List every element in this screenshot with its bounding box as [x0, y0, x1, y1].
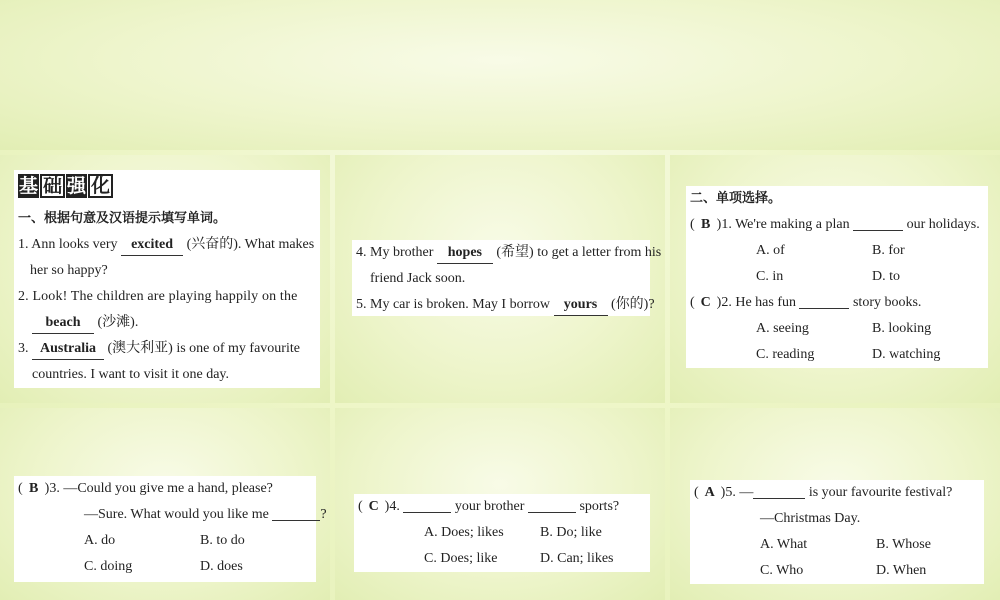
- answer-blank-5: yours: [554, 295, 608, 316]
- option-c[interactable]: C. doing: [84, 559, 133, 574]
- mc-options-1-row-2: [690, 264, 988, 290]
- mc-answer-5: A: [704, 485, 715, 500]
- mc-question-2: [690, 290, 988, 316]
- section-title-basic-strengthening: [18, 170, 320, 206]
- question-1-continued: her so happy?: [30, 263, 108, 278]
- fill-in-instructions: 一、根据句意及汉语提示填写单词。: [18, 211, 227, 226]
- question-2: 2. Look! The children are playing happily on the: [18, 289, 298, 304]
- mc-question-1-stem: )1. We're making a plan: [716, 217, 850, 232]
- option-d[interactable]: D. does: [200, 559, 243, 574]
- answer-paren-open: (: [694, 485, 699, 500]
- question-5: [356, 292, 655, 318]
- mc-blank-3: [272, 502, 320, 521]
- panel-1-card: [14, 170, 320, 388]
- title-char-2: 础: [40, 174, 65, 198]
- mc-question-4-stem-end: sports?: [579, 499, 620, 514]
- option-c[interactable]: C. Who: [760, 563, 804, 578]
- mc-question-3-reply: [18, 502, 327, 528]
- mc-blank-4b: [528, 494, 576, 513]
- mc-question-2-stem-end: story books.: [852, 295, 922, 310]
- mc-answer-4: C: [368, 499, 379, 514]
- question-4: [356, 240, 662, 266]
- panel-6-card: [690, 480, 984, 584]
- option-b[interactable]: B. looking: [872, 321, 932, 336]
- question-3: [18, 336, 320, 362]
- answer-blank-4: hopes: [437, 243, 493, 264]
- mc-question-4-stem: )4.: [384, 499, 400, 514]
- question-1-text: 1. Ann looks very: [18, 237, 118, 252]
- answer-blank-2: beach: [32, 313, 94, 334]
- question-4-text: 4. My brother: [356, 245, 434, 260]
- answer-blank-1: excited: [121, 235, 183, 256]
- mc-question-2-stem: )2. He has fun: [716, 295, 796, 310]
- question-2-continued: [18, 310, 320, 336]
- question-1-hint: (兴奋的). What makes: [186, 237, 315, 252]
- mc-options-4-row-1: [358, 520, 650, 546]
- question-3-number: 3.: [18, 341, 29, 356]
- option-d[interactable]: D. Can; likes: [540, 551, 614, 566]
- panel-3-card: [686, 186, 988, 368]
- question-4-continued: friend Jack soon.: [370, 271, 466, 286]
- question-2-hint: (沙滩).: [97, 315, 139, 330]
- mc-blank-5: [753, 480, 805, 499]
- option-a[interactable]: A. do: [84, 533, 116, 548]
- mc-question-4-stem-mid: your brother: [454, 499, 525, 514]
- question-5-text: 5. My car is broken. May I borrow: [356, 297, 551, 312]
- mc-blank-1: [853, 212, 903, 231]
- mc-answer-3: B: [29, 481, 39, 496]
- question-3-continued: countries. I want to visit it one day.: [32, 367, 229, 382]
- title-char-4: 化: [88, 174, 113, 198]
- answer-paren-open: (: [690, 295, 695, 310]
- question-1: [18, 232, 320, 258]
- option-a[interactable]: A. What: [760, 537, 808, 552]
- mc-answer-2: C: [700, 295, 711, 310]
- option-b[interactable]: B. for: [872, 243, 905, 258]
- mc-options-1-row-1: [690, 238, 988, 264]
- option-d[interactable]: D. When: [876, 563, 927, 578]
- question-3-hint: (澳大利亚) is one of my favourite: [107, 341, 300, 356]
- answer-paren-open: (: [690, 217, 695, 232]
- title-char-3: 强: [67, 175, 87, 197]
- option-b[interactable]: B. Do; like: [540, 525, 602, 540]
- mc-options-2-row-1: [690, 316, 988, 342]
- mc-question-1-stem-end: our holidays.: [906, 217, 980, 232]
- option-a[interactable]: A. seeing: [756, 321, 809, 336]
- option-d[interactable]: D. to: [872, 269, 900, 284]
- mc-options-2-row-2: [690, 342, 988, 368]
- mc-question-3-reply-text: —Sure. What would you like me: [84, 507, 269, 522]
- answer-blank-3: Australia: [32, 339, 104, 360]
- mc-question-3-reply-end: ?: [320, 507, 327, 522]
- mc-options-3-row-2: [18, 554, 316, 580]
- option-c[interactable]: C. in: [756, 269, 784, 284]
- option-b[interactable]: B. to do: [200, 533, 245, 548]
- option-a[interactable]: A. of: [756, 243, 785, 258]
- title-char-1: 基: [19, 175, 39, 197]
- panel-5-card: [354, 494, 650, 572]
- mc-question-5-stem: )5. —: [720, 485, 754, 500]
- answer-paren-open: (: [358, 499, 363, 514]
- option-d[interactable]: D. watching: [872, 347, 941, 362]
- question-5-hint: (你的)?: [611, 297, 655, 312]
- mc-options-4-row-2: [358, 546, 650, 572]
- mc-blank-2: [799, 290, 849, 309]
- mc-question-4: [358, 494, 650, 520]
- slide-thumbnail-top: [0, 0, 1000, 150]
- panel-2-card: [352, 240, 662, 316]
- multiple-choice-instructions: 二、单项选择。: [690, 191, 782, 206]
- option-c[interactable]: C. Does; like: [424, 551, 498, 566]
- mc-options-5-row-2: [694, 558, 984, 584]
- mc-question-3: [18, 476, 316, 502]
- mc-answer-1: B: [701, 217, 711, 232]
- mc-options-5-row-1: [694, 532, 984, 558]
- panel-4-card: [14, 476, 327, 582]
- question-4-hint: (希望) to get a letter from his: [496, 245, 662, 260]
- option-c[interactable]: C. reading: [756, 347, 815, 362]
- mc-question-5-reply: —Christmas Day.: [760, 511, 861, 526]
- option-a[interactable]: A. Does; likes: [424, 525, 504, 540]
- option-b[interactable]: B. Whose: [876, 537, 931, 552]
- mc-question-3-stem: )3. —Could you give me a hand, please?: [44, 481, 273, 496]
- mc-question-5: [694, 480, 984, 506]
- mc-question-5-stem-end: is your favourite festival?: [808, 485, 953, 500]
- mc-options-3-row-1: [18, 528, 316, 554]
- mc-question-1: [690, 212, 988, 238]
- answer-paren-open: (: [18, 481, 23, 496]
- mc-blank-4a: [403, 494, 451, 513]
